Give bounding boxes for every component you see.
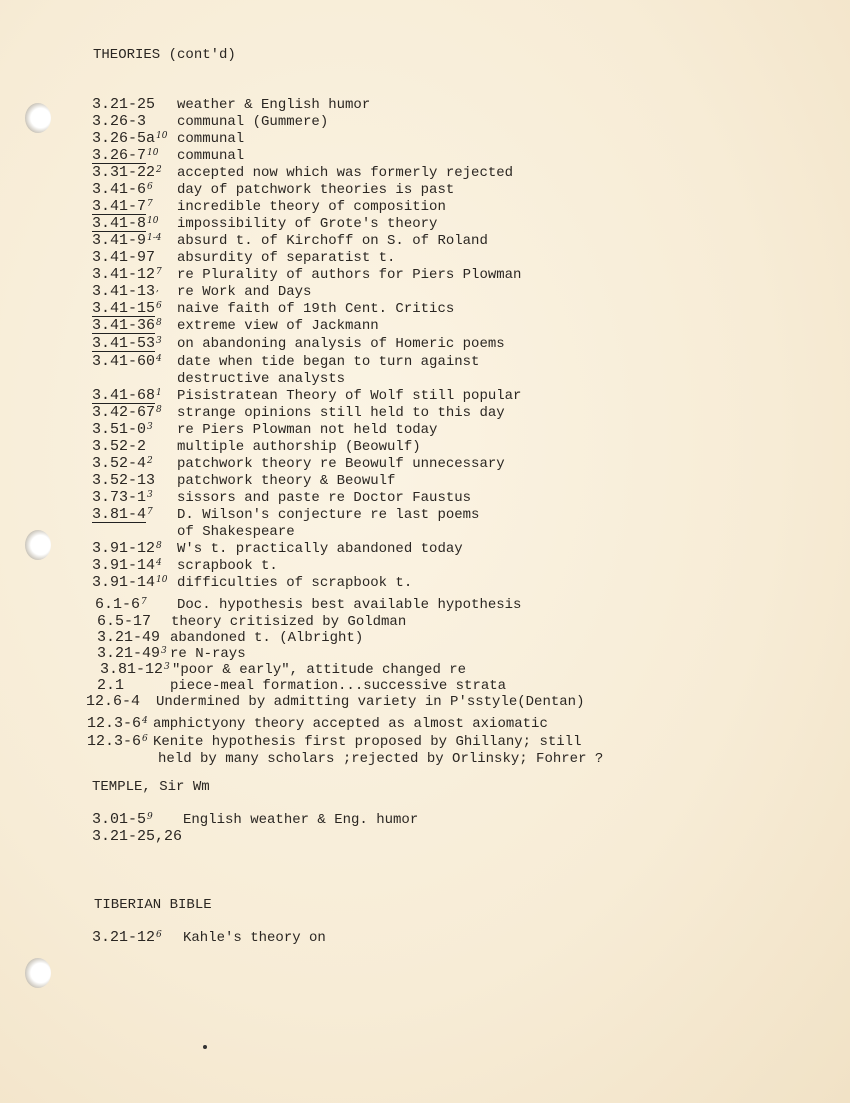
handwritten-superscript: 6 — [156, 301, 162, 311]
entry-reference: 3.21-49 — [97, 645, 161, 662]
entry-description: Kenite hypothesis first proposed by Ghillany; still — [153, 734, 582, 750]
entry-reference: 3.41-13 — [92, 283, 156, 300]
entry-reference: 3.42-67 — [92, 404, 156, 421]
entry-description-continuation: of Shakespeare — [177, 524, 295, 540]
handwritten-superscript: 3 — [156, 336, 162, 346]
handwritten-superscript: 2 — [147, 456, 153, 466]
entry-description: communal — [177, 148, 245, 164]
entry-reference: 12.3-6 — [87, 715, 142, 732]
entry-description: weather & English humor — [177, 97, 371, 113]
entry-description: re Plurality of authors for Piers Plowman — [177, 267, 522, 283]
entry-reference: 6.5-17 — [97, 613, 152, 630]
entry-reference: 3.21-49 — [97, 629, 161, 646]
entry-description: Doc. hypothesis best available hypothesis — [177, 597, 522, 613]
entry-description: incredible theory of composition — [177, 199, 446, 215]
entry-reference: 3.41-53 — [92, 335, 156, 352]
handwritten-superscript: 8 — [156, 405, 162, 415]
entry-description: amphictyony theory accepted as almost axiomatic — [153, 716, 548, 732]
handwritten-superscript: 9 — [147, 812, 153, 822]
entry-reference: 3.52-4 — [92, 455, 147, 472]
entry-description-continuation: held by many scholars ;rejected by Orlinsky; Fohrer ? — [158, 751, 604, 767]
handwritten-superscript: 6 — [147, 182, 153, 192]
entry-reference: 3.01-5 — [92, 811, 147, 828]
entry-description: patchwork theory & Beowulf — [177, 473, 396, 489]
entry-reference: 3.41-7 — [92, 198, 147, 215]
entry-reference: 3.73-1 — [92, 489, 147, 506]
entry-description: date when tide began to turn against — [177, 354, 480, 370]
entry-reference: 3.41-15 — [92, 300, 156, 317]
entry-description: re Work and Days — [177, 284, 312, 300]
entry-description-continuation: destructive analysts — [177, 371, 346, 387]
entry-reference: 3.26-7 — [92, 147, 147, 164]
handwritten-superscript: 3 — [164, 662, 170, 672]
entry-reference: 2.1 — [97, 677, 125, 694]
handwritten-superscript: 7 — [147, 507, 153, 517]
ink-speck — [203, 1045, 207, 1049]
punch-hole — [25, 103, 51, 133]
handwritten-superscript: 7 — [141, 597, 147, 607]
entry-description: communal (Gummere) — [177, 114, 329, 130]
entry-reference: 3.21-25,26 — [92, 828, 183, 845]
handwritten-superscript: , — [156, 284, 159, 294]
entry-reference: 3.41-6 — [92, 181, 147, 198]
entry-reference: 3.41-60 — [92, 353, 156, 370]
entry-description: re N-rays — [170, 646, 246, 662]
entry-description: Undermined by admitting variety in P'sstyle(Dentan) — [156, 694, 585, 710]
entry-description: re Piers Plowman not held today — [177, 422, 438, 438]
entry-reference: 3.91-14 — [92, 574, 156, 591]
entry-reference: 3.41-97 — [92, 249, 156, 266]
handwritten-superscript: 10 — [147, 216, 159, 226]
entry-reference: 12.6-4 — [86, 693, 141, 710]
section-heading: THEORIES (cont'd) — [93, 47, 236, 63]
entry-description: English weather & Eng. humor — [183, 812, 419, 828]
handwritten-superscript: 6 — [142, 734, 148, 744]
handwritten-superscript: 7 — [147, 199, 153, 209]
entry-description: patchwork theory re Beowulf unnecessary — [177, 456, 505, 472]
section-heading: TEMPLE, Sir Wm — [92, 779, 210, 795]
handwritten-superscript: 6 — [156, 930, 162, 940]
entry-description: "poor & early", attitude changed re — [172, 662, 467, 678]
entry-reference: 3.51-0 — [92, 421, 147, 438]
handwritten-superscript: 8 — [156, 541, 162, 551]
entry-reference: 12.3-6 — [87, 733, 142, 750]
section-heading: TIBERIAN BIBLE — [94, 897, 212, 913]
entry-description: accepted now which was formerly rejected — [177, 165, 514, 181]
handwritten-superscript: 4 — [156, 354, 162, 364]
handwritten-superscript: 2 — [156, 165, 162, 175]
punch-hole — [25, 958, 51, 988]
entry-description: scrapbook t. — [177, 558, 278, 574]
handwritten-superscript: 3 — [161, 646, 167, 656]
handwritten-superscript: 4 — [142, 716, 148, 726]
entry-reference: 3.41-8 — [92, 215, 147, 232]
entry-reference: 3.21-12 — [92, 929, 156, 946]
entry-description: communal — [177, 131, 245, 147]
entry-reference: 3.91-12 — [92, 540, 156, 557]
entry-reference: 6.1-6 — [95, 596, 141, 613]
entry-reference: 3.21-25 — [92, 96, 156, 113]
entry-reference: 3.81-4 — [92, 506, 147, 523]
entry-reference: 3.41-68 — [92, 387, 156, 404]
handwritten-superscript: 1-4 — [147, 233, 162, 243]
entry-reference: 3.52-13 — [92, 472, 156, 489]
handwritten-superscript: 1 — [156, 388, 162, 398]
handwritten-superscript: 10 — [156, 575, 168, 585]
entry-description: on abandoning analysis of Homeric poems — [177, 336, 505, 352]
handwritten-superscript: 3 — [147, 422, 153, 432]
handwritten-superscript: 3 — [147, 490, 153, 500]
punch-hole — [25, 530, 51, 560]
entry-reference: 3.52-2 — [92, 438, 147, 455]
entry-description: D. Wilson's conjecture re last poems — [177, 507, 480, 523]
handwritten-superscript: 7 — [156, 267, 162, 277]
entry-description: multiple authorship (Beowulf) — [177, 439, 421, 455]
entry-description: strange opinions still held to this day — [177, 405, 505, 421]
entry-description: absurdity of separatist t. — [177, 250, 396, 266]
entry-description: W's t. practically abandoned today — [177, 541, 463, 557]
entry-description: sissors and paste re Doctor Faustus — [177, 490, 472, 506]
entry-reference: 3.41-9 — [92, 232, 147, 249]
handwritten-superscript: 8 — [156, 318, 162, 328]
entry-reference: 3.91-14 — [92, 557, 156, 574]
entry-description: extreme view of Jackmann — [177, 318, 379, 334]
handwritten-superscript: 10 — [156, 131, 168, 141]
entry-description: Kahle's theory on — [183, 930, 326, 946]
handwritten-superscript: 4 — [156, 558, 162, 568]
entry-description: day of patchwork theories is past — [177, 182, 455, 198]
entry-description: naive faith of 19th Cent. Critics — [177, 301, 455, 317]
entry-description: absurd t. of Kirchoff on S. of Roland — [177, 233, 488, 249]
entry-description: difficulties of scrapbook t. — [177, 575, 413, 591]
entry-description: abandoned t. (Albright) — [170, 630, 364, 646]
entry-reference: 3.81-12 — [100, 661, 164, 678]
entry-reference: 3.26-5a — [92, 130, 156, 147]
entry-reference: 3.41-36 — [92, 317, 156, 334]
entry-description: theory critisized by Goldman — [171, 614, 407, 630]
entry-reference: 3.41-12 — [92, 266, 156, 283]
entry-description: piece-meal formation...successive strata — [170, 678, 507, 694]
handwritten-superscript: 10 — [147, 148, 159, 158]
entry-reference: 3.26-3 — [92, 113, 147, 130]
entry-description: Pisistratean Theory of Wolf still popular — [177, 388, 522, 404]
entry-description: impossibility of Grote's theory — [177, 216, 438, 232]
entry-reference: 3.31-22 — [92, 164, 156, 181]
